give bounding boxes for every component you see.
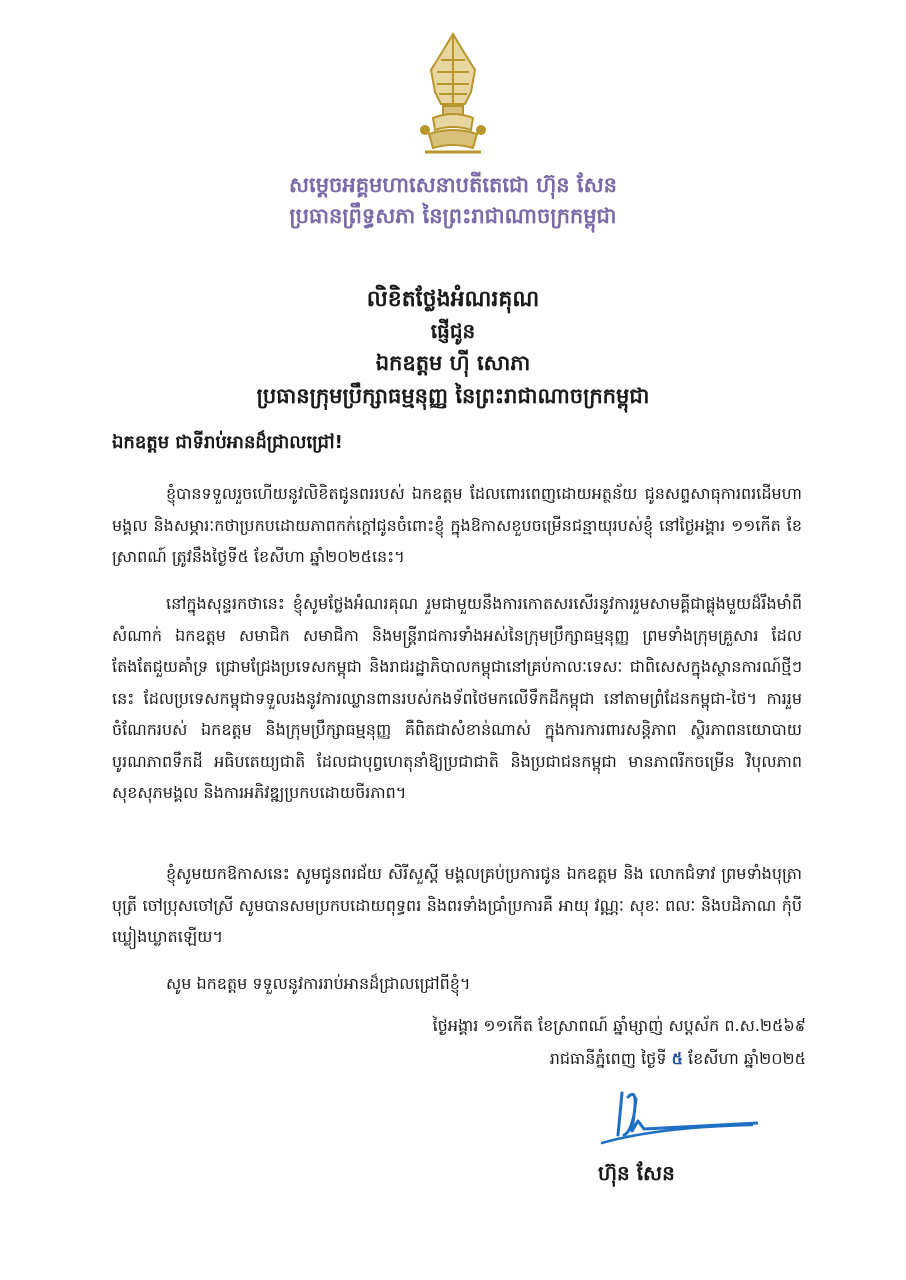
place-date-prefix: រាជធានីភ្នំពេញ ថ្ងៃទី bbox=[549, 1049, 667, 1068]
letter-title: លិខិតថ្លែងអំណរគុណ bbox=[366, 287, 540, 312]
salutation: ឯកឧត្តម ជាទីរាប់អានដ៏ជ្រាលជ្រៅ! bbox=[112, 432, 343, 453]
signatory-name: ហ៊ុន សែន bbox=[598, 1161, 675, 1185]
body-paragraph-4: សូម ឯកឧត្តម ទទួលនូវការរាប់អានដ៏ជ្រាលជ្រៅពីខ្ញុំ។ bbox=[166, 974, 471, 993]
recipient-name: ឯកឧត្តម ហ៊ី សោភា bbox=[375, 351, 531, 375]
body-paragraph-3: ខ្ញុំសូមយកឱកាសនេះ សូមជូនពរជ័យ សិរីសួស្តី មង្គលគ្រប់ប្រការជូន ឯកឧត្តម និង លោកជំទាវ ព្រមទាំងបុត្រាបុត្រី ចៅប្រុសចៅស្រី សូមបានសមប្រកបដោយពុទ្ធពរ និងពរទាំងប្រាំប្រការគឺ អាយុ វណ្ណៈ សុខៈ ពលៈ និងបដិភាណ កុំបីឃ្លៀងឃ្លាតឡើយ។ bbox=[112, 864, 802, 946]
body-paragraph-1: ខ្ញុំបានទទួលរួចហើយនូវលិខិតជូនពររបស់ ឯកឧត្តម ដែលពោរពេញដោយអត្ថន័យ ជូនសព្ទសាធុការពរដើមហាមង្គល និងសម្ភារៈកថាប្រកបដោយភាពកក់ក្ដៅជូនចំពោះខ្ញុំ ក្នុងឱកាសខួបចម្រើនជន្មាយុរបស់ខ្ញុំ នៅថ្ងៃអង្គារ ១១កើត ខែស្រាពណ៍ ត្រូវនឹងថ្ងៃទី៥ ខែសីហា ឆ្នាំ២០២៥នេះ។ bbox=[112, 484, 802, 566]
handwritten-signature bbox=[598, 1085, 758, 1155]
handwritten-day: ៥ bbox=[671, 1049, 683, 1068]
place-date-month-year: ខែសីហា ឆ្នាំ២០២៥ bbox=[688, 1049, 806, 1068]
place-date bbox=[0, 1048, 806, 1072]
sender-position: ប្រធានព្រឹទ្ធសភា នៃព្រះរាជាណាចក្រកម្ពុជា bbox=[289, 204, 617, 228]
recipient-position: ប្រធានក្រុមប្រឹក្សាធម្មនុញ្ញ នៃព្រះរាជាណាចក្រកម្ពុជា bbox=[256, 384, 650, 408]
letter-sent-to: ផ្ញើជូន bbox=[430, 319, 476, 343]
lunar-date: ថ្ងៃអង្គារ ១១កើត ខែស្រាពណ៍ ឆ្នាំម្សាញ់ សប្តស័ក ព.ស.២៥៦៩ bbox=[432, 1016, 806, 1035]
royal-emblem-icon bbox=[415, 30, 491, 160]
body-paragraph-2: នៅក្នុងសុន្ទរកថានេះ ខ្ញុំសូមថ្លែងអំណរគុណ រួមជាមួយនឹងការកោតសរសើរនូវការរួមសាមគ្គីជាផ្លុងមួយដ៏រឹងមាំពីសំណាក់ ឯកឧត្តម សមាជិក សមាជិកា និងមន្ត្រីរាជការទាំងអស់នៃក្រុមប្រឹក្សាធម្មនុញ្ញ ព្រមទាំងក្រុមគ្រួសារ ដែលតែងតែជួយគាំទ្រ ជ្រោមជ្រែងប្រទេសកម្ពុជា និងរាជរដ្ឋាភិបាលកម្ពុជានៅគ្រប់កាលៈទេសៈ ជាពិសេសក្នុងស្ថានការណ៍ថ្មីៗនេះ ដែលប្រទេសកម្ពុជាទទួលរងនូវការឈ្លានពានរបស់កងទ័ពថៃមកលើទឹកដីកម្ពុជា នៅតាមព្រំដែនកម្ពុជា-ថៃ។ ការរួមចំណែករបស់ ឯកឧត្តម និងក្រុមប្រឹក្សាធម្មនុញ្ញ គឺពិតជាសំខាន់ណាស់ ក្នុងការការពារសន្តិភាព ស្ថិរភាពនយោបាយ បូរណភាពទឹកដី អធិបតេយ្យជាតិ ដែលជាបុព្វហេតុនាំឱ្យប្រជាជាតិ និងប្រជាជនកម្ពុជា មានភាពរីកចម្រើន វិបុលភាព សុខសុភមង្គល និងការអភិវឌ្ឍប្រកបដោយចីរភាព។ bbox=[112, 594, 802, 802]
sender-title: សម្តេចអគ្គមហាសេនាបតីតេជោ ហ៊ុន សែន bbox=[289, 173, 617, 197]
